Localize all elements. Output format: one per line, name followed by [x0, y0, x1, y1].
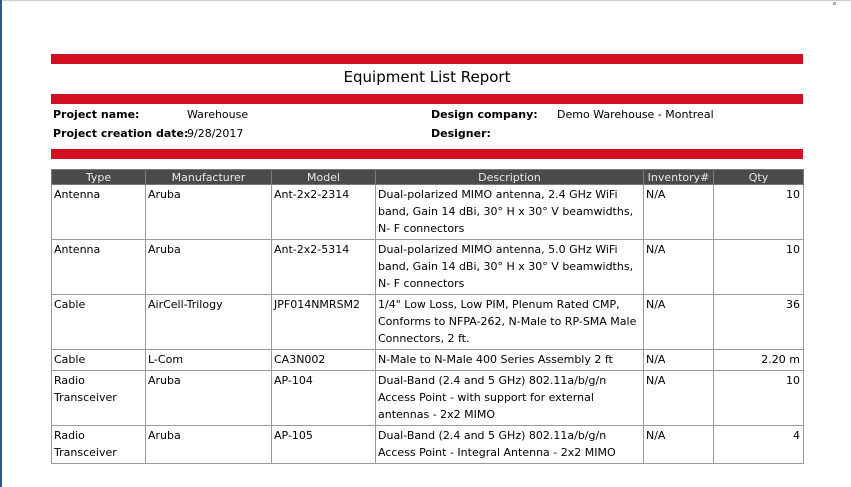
cell-description: Dual-Band (2.4 and 5 GHz) 802.11a/b/g/n Access Point - with support for external antennas - 2x2 MIMO: [376, 371, 644, 426]
cell-manufacturer: Aruba: [146, 185, 272, 240]
header-bottom-rule: [51, 149, 803, 159]
table-row: [52, 185, 804, 240]
table-row: [52, 426, 804, 464]
cell-type: Antenna: [52, 240, 146, 295]
cell-type: Antenna: [52, 185, 146, 240]
cell-description: Dual-polarized MIMO antenna, 2.4 GHz WiFi band, Gain 14 dBi, 30° H x 30° V beamwidths, N- F connectors: [376, 185, 644, 240]
project-name-value: Warehouse: [187, 108, 249, 121]
cell-manufacturer: L-Com: [146, 350, 272, 371]
cell-qty: 36: [714, 295, 804, 350]
cell-manufacturer: Aruba: [146, 240, 272, 295]
cell-manufacturer: Aruba: [146, 426, 272, 464]
design-company-label: Design company:: [431, 108, 538, 121]
cell-type: Radio Transceiver: [52, 371, 146, 426]
window-corner-mark: [833, 2, 836, 5]
creation-date-label: Project creation date:: [53, 127, 189, 140]
cell-model: Ant-2x2-2314: [272, 185, 376, 240]
report-title: Equipment List Report: [343, 68, 511, 86]
cell-type: Cable: [52, 295, 146, 350]
table-row: [52, 371, 804, 426]
cell-model: AP-105: [272, 426, 376, 464]
cell-qty: 2.20 m: [714, 350, 804, 371]
project-name-label: Project name:: [53, 108, 140, 121]
cell-manufacturer: Aruba: [146, 371, 272, 426]
column-header-model: Model: [272, 170, 376, 185]
table-header-row: [52, 170, 804, 185]
cell-qty: 10: [714, 371, 804, 426]
window-top-border: [0, 0, 851, 1]
cell-model: AP-104: [272, 371, 376, 426]
cell-qty: 10: [714, 240, 804, 295]
column-header-manufacturer: Manufacturer: [146, 170, 272, 185]
window-left-border: [0, 0, 2, 487]
column-header-qty: Qty: [714, 170, 804, 185]
cell-inventory: N/A: [644, 185, 714, 240]
column-header-description: Description: [376, 170, 644, 185]
equipment-table: [51, 169, 804, 464]
column-header-inventory: Inventory#: [644, 170, 714, 185]
table-row: [52, 350, 804, 371]
cell-description: 1/4" Low Loss, Low PIM, Plenum Rated CMP, Conforms to NFPA-262, N-Male to RP-SMA Male Connectors, 2 ft.: [376, 295, 644, 350]
designer-label: Designer:: [431, 127, 491, 140]
header-top-rule: [51, 54, 803, 64]
table-row: [52, 240, 804, 295]
cell-type: Cable: [52, 350, 146, 371]
cell-manufacturer: AirCell-Trilogy: [146, 295, 272, 350]
cell-inventory: N/A: [644, 426, 714, 464]
cell-model: Ant-2x2-5314: [272, 240, 376, 295]
header-middle-rule: [51, 94, 803, 104]
cell-model: JPF014NMRSM2: [272, 295, 376, 350]
cell-inventory: N/A: [644, 295, 714, 350]
table-row: [52, 295, 804, 350]
cell-description: N-Male to N-Male 400 Series Assembly 2 ft: [376, 350, 644, 371]
cell-inventory: N/A: [644, 350, 714, 371]
cell-qty: 10: [714, 185, 804, 240]
cell-qty: 4: [714, 426, 804, 464]
cell-description: Dual-polarized MIMO antenna, 5.0 GHz WiFi band, Gain 14 dBi, 30° H x 30° V beamwidths, N- F connectors: [376, 240, 644, 295]
design-company-value: Demo Warehouse - Montreal: [557, 108, 714, 121]
cell-type: Radio Transceiver: [52, 426, 146, 464]
cell-model: CA3N002: [272, 350, 376, 371]
cell-description: Dual-Band (2.4 and 5 GHz) 802.11a/b/g/n Access Point - Integral Antenna - 2x2 MIMO: [376, 426, 644, 464]
column-header-type: Type: [52, 170, 146, 185]
creation-date-value: 9/28/2017: [187, 127, 244, 140]
cell-inventory: N/A: [644, 371, 714, 426]
cell-inventory: N/A: [644, 240, 714, 295]
